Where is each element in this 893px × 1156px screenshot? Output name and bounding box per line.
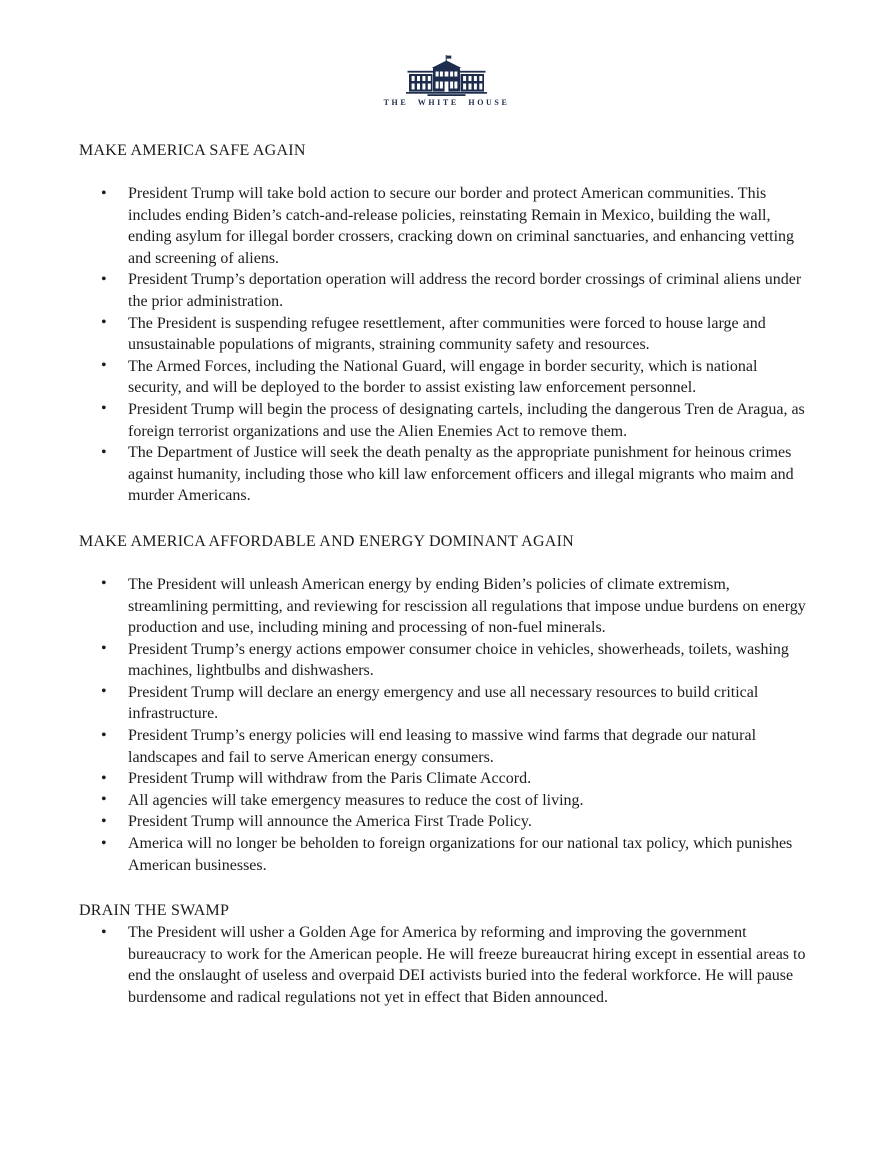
bullet-list	[79, 922, 813, 1008]
list-item: • President Trump will take bold action to secure our border and protect American communities. This includes ending Biden’s catch-and-release policies, reinstating Remain in Mexico, building the wall, ending asylum for illegal border crossers, cracking down on criminal sanctuaries, and enhancing vetting and screening of aliens.	[128, 183, 813, 269]
list-item: • President Trump’s deportation operation will address the record border crossings of criminal aliens under the prior administration.	[128, 269, 813, 312]
section-heading: DRAIN THE SWAMP	[79, 902, 230, 920]
list-item: • President Trump will begin the process of designating cartels, including the dangerous Tren de Aragua, as foreign terrorist organizations and use the Alien Enemies Act to remove them.	[128, 399, 813, 442]
section	[79, 531, 813, 876]
list-item: • All agencies will take emergency measures to reduce the cost of living.	[128, 790, 813, 812]
list-item: • President Trump’s energy actions empower consumer choice in vehicles, showerheads, toilets, washing machines, lightbulbs and dishwashers.	[128, 639, 813, 682]
document-header	[0, 0, 893, 107]
bullet-list	[79, 574, 813, 876]
list-item: • President Trump will withdraw from the Paris Climate Accord.	[128, 768, 813, 790]
document-content	[79, 140, 813, 1009]
list-item: • President Trump will declare an energy emergency and use all necessary resources to build critical infrastructure.	[128, 682, 813, 725]
white-house-building-icon	[403, 55, 490, 96]
list-item: • The President is suspending refugee resettlement, after communities were forced to house large and unsustainable populations of migrants, straining community safety and resources.	[128, 313, 813, 356]
list-item: • The Armed Forces, including the National Guard, will engage in border security, which is national security, and will be deployed to the border to assist existing law enforcement personnel.	[128, 356, 813, 399]
section-heading: MAKE AMERICA SAFE AGAIN	[79, 142, 306, 159]
list-item: • President Trump’s energy policies will end leasing to massive wind farms that degrade our natural landscapes and fail to serve American energy consumers.	[128, 725, 813, 768]
list-item: • The President will unleash American energy by ending Biden’s policies of climate extremism, streamlining permitting, and reviewing for rescission all regulations that impose undue burdens on energy production and use, including mining and processing of non-fuel minerals.	[128, 574, 813, 639]
list-item: • The President will usher a Golden Age for America by reforming and improving the government bureaucracy to work for the American people. He will freeze bureaucrat hiring except in essential areas to end the onslaught of useless and overpaid DEI activists buried into the federal workforce. He will pause burdensome and radical regulations not yet in effect that Biden announced.	[128, 922, 813, 1008]
white-house-logo	[384, 55, 510, 107]
section-heading: MAKE AMERICA AFFORDABLE AND ENERGY DOMINANT AGAIN	[79, 532, 574, 550]
bullet-list	[79, 183, 813, 507]
section	[79, 140, 813, 507]
logo-caption: THE WHITE HOUSE	[383, 98, 510, 107]
list-item: • America will no longer be beholden to foreign organizations for our national tax policy, which punishes American businesses.	[128, 833, 813, 876]
section	[79, 900, 813, 1008]
list-item: • The Department of Justice will seek the death penalty as the appropriate punishment for heinous crimes against humanity, including those who kill law enforcement officers and illegal migrants who maim and murder Americans.	[128, 442, 813, 507]
list-item: • President Trump will announce the America First Trade Policy.	[128, 811, 813, 833]
